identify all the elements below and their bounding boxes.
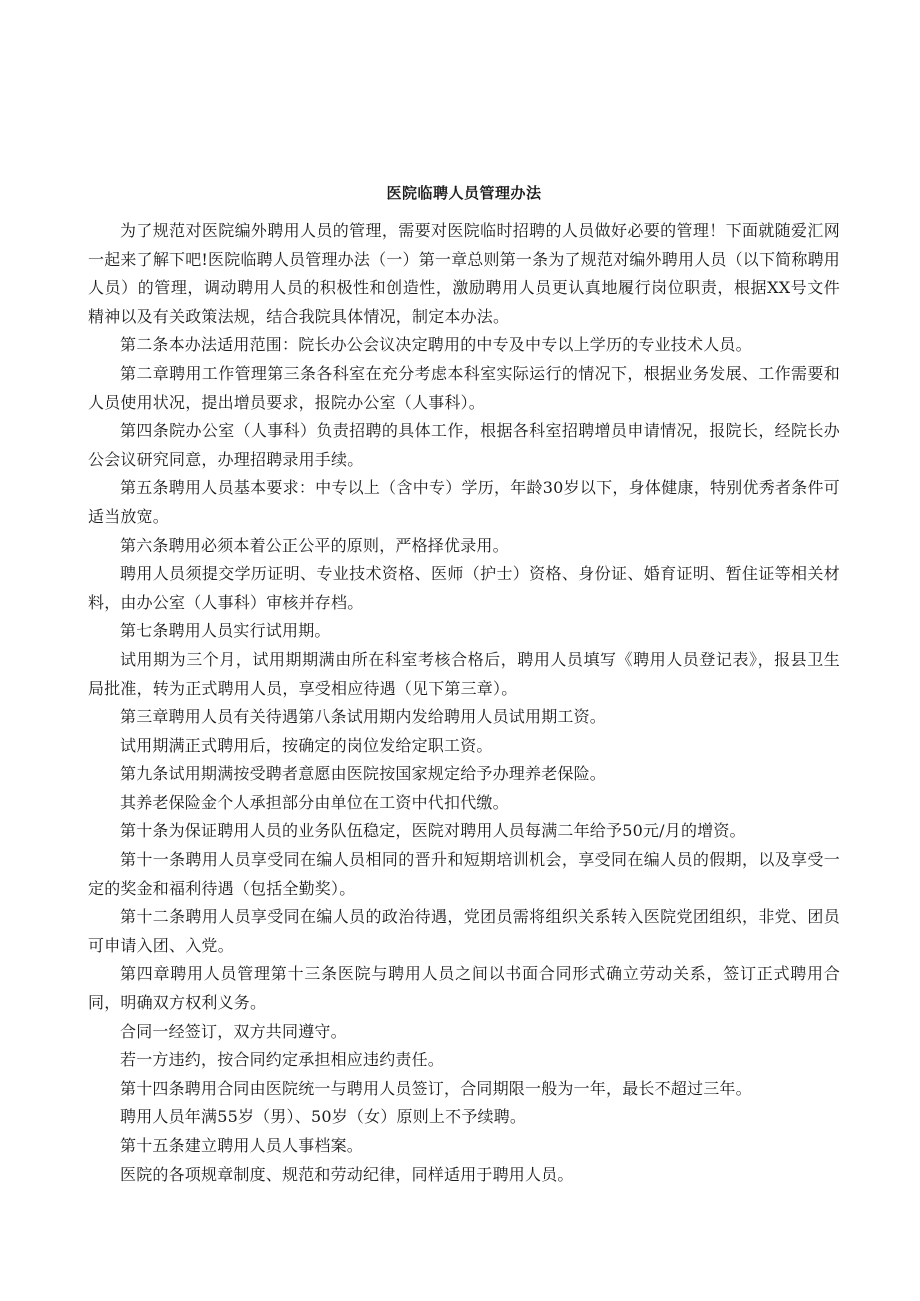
paragraph-intro: 为了规范对医院编外聘用人员的管理，需要对医院临时招聘的人员做好必要的管理！下面就随爱汇网一起来了解下吧!医院临聘人员管理办法（一）第一章总则第一条为了规范对编外聘用人员（以下简称聘用人员）的管理，调动聘用人员的积极性和创造性，激励聘用人员更认真地履行岗位职责，根据XX号文件精神以及有关政策法规，结合我院具体情况，制定本办法。 — [88, 221, 840, 326]
paragraph-article-13: 第四章聘用人员管理第十三条医院与聘用人员之间以书面合同形式确立劳动关系，签订正式聘用合同，明确双方权利义务。 — [88, 964, 840, 1013]
paragraph-article-11: 第十一条聘用人员享受同在编人员相同的晋升和短期培训机会，享受同在编人员的假期，以及享受一定的奖金和福利待遇（包括全勤奖）。 — [88, 850, 840, 898]
paragraph-article-6: 第六条聘用必须本着公正公平的原则，严格择优录用。 — [120, 535, 509, 555]
paragraph-article-14: 第十四条聘用合同由医院统一与聘用人员签订，合同期限一般为一年，最长不超过三年。 — [120, 1078, 752, 1098]
paragraph-regulations: 医院的各项规章制度、规范和劳动纪律，同样适用于聘用人员。 — [120, 1164, 574, 1184]
paragraph-article-5: 第五条聘用人员基本要求：中专以上（含中专）学历，年龄30岁以下，身体健康，特别优秀者条件可适当放宽。 — [88, 478, 840, 526]
paragraph-article-7: 第七条聘用人员实行试用期。 — [120, 621, 331, 641]
paragraph-article-15: 第十五条建立聘用人员人事档案。 — [120, 1136, 364, 1155]
paragraph-pension: 其养老保险金个人承担部分由单位在工资中代扣代缴。 — [120, 792, 509, 812]
paragraph-article-8: 第三章聘用人员有关待遇第八条试用期内发给聘用人员试用期工资。 — [120, 707, 607, 727]
paragraph-contract-binding: 合同一经签订，双方共同遵守。 — [120, 1021, 347, 1041]
document-title: 医院临聘人员管理办法 — [386, 184, 542, 202]
paragraph-breach: 若一方违约，按合同约定承担相应违约责任。 — [120, 1050, 445, 1070]
paragraph-required-materials: 聘用人员须提交学历证明、专业技术资格、医师（护士）资格、身份证、婚育证明、暂住证等相关材料，由办公室（人事科）审核并存档。 — [88, 564, 840, 612]
paragraph-article-3: 第二章聘用工作管理第三条各科室在充分考虑本科室实际运行的情况下，根据业务发展、工作需要和人员使用状况，提出增员要求，报院办公室（人事科）。 — [88, 363, 840, 412]
paragraph-probation: 试用期为三个月，试用期期满由所在科室考核合格后，聘用人员填写《聘用人员登记表》，报县卫生局批准，转为正式聘用人员，享受相应待遇（见下第三章）。 — [88, 649, 840, 698]
paragraph-age-limit: 聘用人员年满55岁（男）、50岁（女）原则上不予续聘。 — [120, 1107, 527, 1127]
paragraph-formal-salary: 试用期满正式聘用后，按确定的岗位发给定职工资。 — [120, 735, 493, 755]
paragraph-article-12: 第十二条聘用人员享受同在编人员的政治待遇，党团员需将组织关系转入医院党团组织，非党、团员可申请入团、入党。 — [88, 907, 840, 955]
paragraph-article-2: 第二条本办法适用范围：院长办公会议决定聘用的中专及中专以上学历的专业技术人员。 — [120, 335, 752, 355]
document-body — [88, 217, 840, 1189]
paragraph-article-10: 第十条为保证聘用人员的业务队伍稳定，医院对聘用人员每满二年给予50元/月的增资。 — [120, 821, 746, 841]
paragraph-article-4: 第四条院办公室（人事科）负责招聘的具体工作，根据各科室招聘增员申请情况，报院长，经院长办公会议研究同意，办理招聘录用手续。 — [88, 421, 840, 469]
document-page — [88, 183, 840, 1189]
paragraph-article-9: 第九条试用期满按受聘者意愿由医院按国家规定给予办理养老保险。 — [120, 764, 607, 784]
